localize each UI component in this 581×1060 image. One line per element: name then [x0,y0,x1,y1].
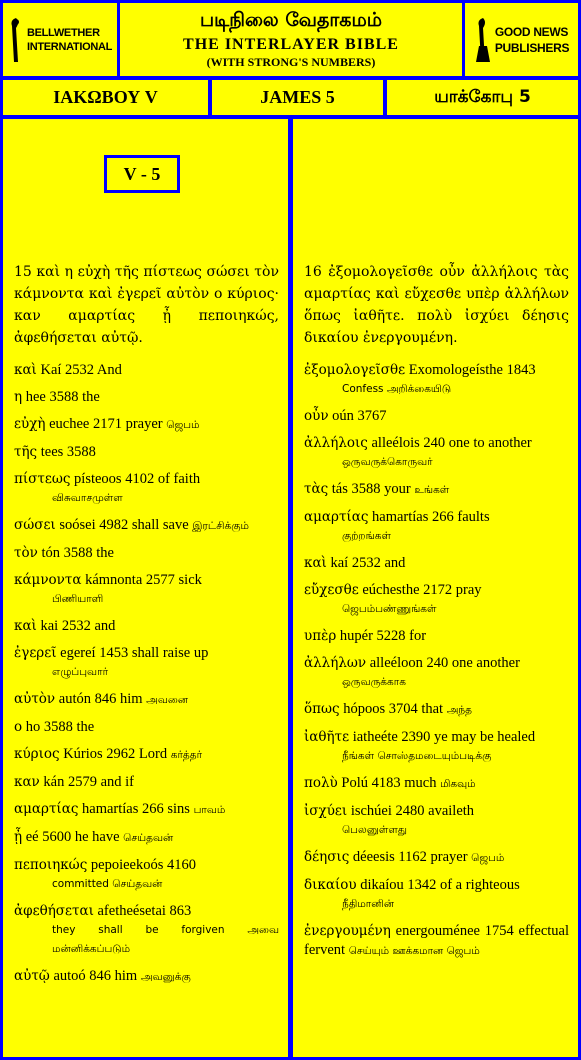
word-entry [304,434,569,472]
transliteration-strongs-gloss: ischúei 2480 availeth [350,803,475,819]
tamil-gloss: அந்த [446,704,472,716]
word-entry [304,480,569,500]
bellwether-logo [3,3,117,76]
greek-word: η [14,389,23,405]
tamil-gloss: பாவம் [193,804,226,816]
greek-word: εὔχεσθε [304,582,359,598]
greek-word: δικαίου [304,877,357,893]
greek-word: πολὺ [304,775,338,791]
greek-word: σώσει [14,517,56,533]
tamil-gloss: பெலனுள்ளது [342,824,407,836]
word-entry [14,361,279,380]
transliteration-strongs-gloss: Polú 4183 much [341,775,437,791]
greek-word: ᾖ [14,829,23,845]
greek-word: καὶ [304,555,327,571]
transliteration-strongs-gloss: písteoos 4102 of faith [74,471,201,487]
tamil-gloss: இரட்சிக்கும் [192,520,249,532]
word-entry [304,554,569,573]
transliteration-strongs-gloss: egereí 1453 shall raise up [60,645,209,661]
transliteration-strongs-gloss: oún 3767 [332,408,387,424]
tamil-gloss: செய்தவன் [123,832,174,844]
tamil-gloss: they shall be forgiven அவை மன்னிக்கப்படும் [52,924,279,955]
logo-text-line-2: INTERNATIONAL [26,40,113,53]
book-title-greek: ΙΑΚΩΒΟΥ V [3,80,208,115]
transliteration-strongs-gloss: pepoieekoós 4160 [90,857,196,873]
tamil-gloss: விசுவாசமுள்ள [52,492,123,504]
transliteration-strongs-gloss: eé 5600 he have [25,829,120,845]
tamil-gloss: எழுப்புவார் [52,666,109,678]
tamil-gloss: மிகவும் [440,778,476,790]
word-entry [14,617,279,636]
greek-word: ἐξομολογεῖσθε [304,362,406,378]
book-title-tamil: யாக்கோபு 5 [387,80,578,115]
transliteration-strongs-gloss: Kaí 2532 And [40,362,122,378]
tamil-gloss: ஒருவருக்காக [342,676,406,688]
chapter-label: V - 5 [104,155,180,193]
word-entry [14,516,279,536]
tamil-gloss: ஜெபம் [471,852,505,864]
transliteration-strongs-gloss: hee 3588 the [25,389,100,405]
greek-word: ὅπως [304,701,340,717]
word-entry [14,470,279,508]
tamil-gloss: committed செய்தவன் [52,878,163,890]
tamil-gloss: ஜெபம் [166,419,200,431]
transliteration-strongs-gloss: autoó 846 him [53,968,138,984]
transliteration-strongs-gloss: hópoos 3704 that [343,701,444,717]
word-entry [304,700,569,720]
word-entry [14,856,279,894]
word-entry [14,690,279,710]
greek-word: υπὲρ [304,628,337,644]
transliteration-strongs-gloss: Kúrios 2962 Lord [63,746,168,762]
word-list-left [14,361,279,995]
transliteration-strongs-gloss: hupér 5228 for [339,628,427,644]
transliteration-strongs-gloss: tás 3588 your [331,481,411,497]
tamil-gloss: செய்யும் ஊக்கமான ஜெபம் [348,945,480,957]
tamil-gloss: அவனுக்கு [140,971,191,983]
page-title-block [120,3,462,76]
transliteration-strongs-gloss: hamartías 266 sins [82,801,190,817]
word-entry [304,876,569,914]
transliteration-strongs-gloss: autón 846 him [58,691,143,707]
word-entry [304,848,569,868]
greek-word: πεποιηκώς [14,857,88,873]
greek-word: ἐνεργουμένη [304,923,391,939]
greek-word: ἰσχύει [304,803,348,819]
word-entry [14,443,279,462]
transliteration-strongs-gloss: hamartías 266 faults [372,509,490,525]
tamil-gloss: பிணியாளி [52,593,104,605]
transliteration-strongs-gloss: iatheéte 2390 ye may be healed [352,729,536,745]
transliteration-strongs-gloss: alleélois 240 one to another [371,435,532,451]
greek-word: κύριος [14,746,60,762]
word-entry [14,773,279,792]
book-title-english: JAMES 5 [212,80,383,115]
greek-word: καὶ [14,618,37,634]
transliteration-strongs-gloss: eúchesthe 2172 pray [362,582,482,598]
greek-word: αμαρτίας [304,509,369,525]
tamil-gloss: குற்றங்கள் [342,530,391,542]
word-entry [14,388,279,407]
greek-word: ἐγερεῖ [14,645,57,661]
word-entry [14,745,279,765]
greek-word: αὐτὸν [14,691,56,707]
greek-word: αὐτῷ [14,968,50,984]
word-entry [14,571,279,609]
word-entry [14,828,279,848]
greek-word: αμαρτίας [14,801,79,817]
transliteration-strongs-gloss: tees 3588 [40,444,96,460]
transliteration-strongs-gloss: dikaíou 1342 of a righteous [360,877,520,893]
word-list-right [304,361,569,969]
title-tamil: படிநிலை வேதாகமம் [199,9,383,31]
word-entry [304,581,569,619]
transliteration-strongs-gloss: ho 3588 the [25,719,95,735]
greek-word: ἀφεθήσεται [14,903,94,919]
transliteration-strongs-gloss: kaí 2532 and [330,555,406,571]
logo-text-line-1: BELLWETHER [26,26,100,39]
title-english: THE INTERLAYER BIBLE [183,36,399,53]
greek-word: τὰς [304,481,329,497]
greek-word: ο [14,719,23,735]
word-entry [14,902,279,959]
word-entry [304,774,569,794]
tamil-gloss: கர்த்தர் [170,749,203,761]
word-entry [304,407,569,426]
title-subtitle: (WITH STRONG'S NUMBERS) [206,55,376,69]
verse-text: 16 ἐξομολογεῖσθε οὖν ἀλλήλοις τὰς αμαρτίας καὶ εὔχεσθε υπὲρ ἀλλήλων ὅπως ἰαθῆτε. πολὺ ἰσχύει δέησις δικαίου ἐνεργουμένη. [304,264,569,346]
word-entry [304,728,569,766]
word-entry [304,922,569,961]
transliteration-strongs-gloss: tón 3588 the [41,545,114,561]
tamil-gloss: நீங்கள் சொஸ்தமடையும்படிக்கு [342,750,492,762]
greek-word: οὖν [304,408,329,424]
logo-text-line-2: PUBLISHERS [494,40,570,55]
shepherd-staff-icon [8,16,24,64]
word-entry [304,508,569,546]
logo-text-line-1: GOOD NEWS [494,24,569,39]
word-entry [304,361,569,399]
word-entry [14,415,279,435]
tamil-gloss: ஜெபம்பண்ணுங்கள் [342,603,437,615]
transliteration-strongs-gloss: afetheésetai 863 [97,903,192,919]
transliteration-strongs-gloss: energouménee 1754 effectual fervent [304,923,569,958]
greek-word: εὐχὴ [14,416,46,432]
transliteration-strongs-gloss: déeesis 1162 prayer [352,849,468,865]
greek-word: δέησις [304,849,350,865]
greek-word: ἀλλήλων [304,655,367,671]
tamil-gloss: உங்கள் [414,484,450,496]
tamil-gloss: Confess அறிக்கையிடு [342,383,452,395]
word-entry [14,718,279,737]
greek-word: τὸν [14,545,38,561]
transliteration-strongs-gloss: kámnonta 2577 sick [85,572,202,588]
verse-16-greek-text [304,261,569,349]
word-entry [14,644,279,682]
greek-word: ἰαθῆτε [304,729,350,745]
greek-word: καν [14,774,40,790]
transliteration-strongs-gloss: kán 2579 and if [43,774,134,790]
left-column [3,119,288,1057]
transliteration-strongs-gloss: alleéloon 240 one another [369,655,520,671]
word-entry [14,544,279,563]
word-entry [14,967,279,987]
transliteration-strongs-gloss: kai 2532 and [40,618,116,634]
word-entry [304,802,569,840]
tamil-gloss: நீதிமானின் [342,898,395,910]
greek-word: κάμνοντα [14,572,82,588]
tamil-gloss: ஒருவருக்கொருவர் [342,456,433,468]
greek-word: καὶ [14,362,37,378]
transliteration-strongs-gloss: euchee 2171 prayer [49,416,163,432]
word-entry [304,654,569,692]
good-news-logo [465,3,578,76]
greek-word: ἀλλήλοις [304,435,368,451]
greek-word: τῆς [14,444,38,460]
right-column [293,119,578,1057]
word-entry [304,627,569,646]
transliteration-strongs-gloss: soósei 4982 shall save [59,517,189,533]
greek-word: πίστεως [14,471,71,487]
transliteration-strongs-gloss: Exomologeísthe 1843 [408,362,536,378]
tamil-gloss: அவனை [146,694,189,706]
verse-15-greek-text [14,261,279,349]
word-entry [14,800,279,820]
verse-text: 15 καὶ η εὐχὴ τῆς πίστεως σώσει τὸν κάμνοντα καὶ ἐγερεῖ αὐτὸν ο κύριος· καν αμαρτίας ᾖ πεποιηκώς, ἀφεθήσεται αὐτῷ. [14,264,279,346]
shepherd-staff-icon [474,16,492,64]
